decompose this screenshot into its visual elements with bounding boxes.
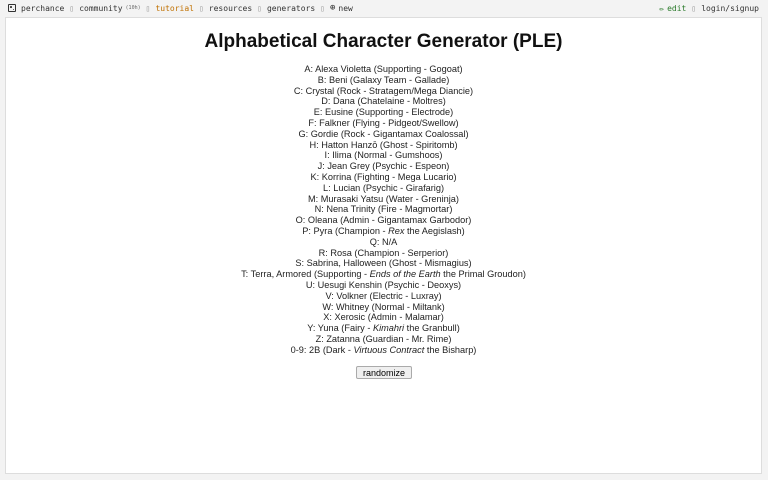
entry-letter: M: bbox=[308, 193, 319, 204]
entry-text: Pyra (Champion - bbox=[313, 225, 389, 236]
nav-separator: ▯ bbox=[691, 3, 697, 13]
entry-letter: F: bbox=[308, 117, 317, 128]
list-item bbox=[6, 64, 761, 75]
generators-link[interactable]: generators bbox=[266, 3, 316, 13]
entry-letter: K: bbox=[310, 171, 320, 182]
list-item bbox=[6, 312, 761, 323]
entry-text: Jean Grey (Psychic - Espeon) bbox=[327, 161, 450, 172]
entry-letter: A: bbox=[304, 64, 314, 74]
list-item bbox=[6, 107, 761, 118]
entry-letter: L: bbox=[322, 182, 331, 193]
logo-text: perchance bbox=[21, 3, 65, 13]
dice-icon bbox=[8, 4, 16, 12]
list-item bbox=[6, 118, 761, 129]
community-link[interactable] bbox=[79, 4, 140, 13]
nav-separator: ▯ bbox=[69, 3, 75, 13]
generator-output-panel bbox=[5, 17, 762, 474]
list-item bbox=[6, 172, 761, 183]
entry-letter: 0-9: bbox=[290, 344, 307, 355]
list-item bbox=[6, 323, 761, 334]
nav-separator: ▯ bbox=[320, 3, 325, 13]
entry-text: Yuna (Fairy - bbox=[317, 323, 373, 334]
randomize-button[interactable]: randomize bbox=[356, 366, 412, 379]
entry-letter: T: bbox=[241, 269, 249, 280]
community-badge: (10h) bbox=[125, 5, 141, 11]
entry-letter: E: bbox=[313, 107, 323, 118]
entry-text: Oleana (Admin - Gigantamax Garbodor) bbox=[307, 215, 472, 226]
entry-text-after: the Granbull) bbox=[404, 323, 460, 334]
character-list bbox=[6, 64, 761, 356]
entry-letter: W: bbox=[322, 301, 334, 312]
logo-link[interactable] bbox=[8, 4, 64, 13]
entry-text-after: the Aegislash) bbox=[404, 225, 465, 236]
list-item bbox=[6, 161, 761, 172]
edit-link[interactable] bbox=[659, 4, 686, 13]
entry-text-after: the Primal Groudon) bbox=[440, 269, 526, 280]
entry-letter: Y: bbox=[307, 323, 316, 334]
new-link[interactable] bbox=[330, 3, 353, 13]
entry-letter: Z: bbox=[315, 333, 324, 344]
entry-text-after: the Bisharp) bbox=[424, 344, 477, 355]
entry-letter: G: bbox=[298, 128, 309, 139]
entry-letter: I: bbox=[324, 150, 330, 161]
entry-text: Korrina (Fighting - Mega Lucario) bbox=[321, 171, 457, 182]
nav-separator: ▯ bbox=[198, 3, 204, 13]
entry-text: Falkner (Flying - Pidgeot/Swellow) bbox=[319, 117, 459, 128]
list-item bbox=[6, 86, 761, 97]
list-item bbox=[6, 248, 761, 259]
entry-text: Volkner (Electric - Luxray) bbox=[336, 290, 442, 301]
entry-text: Whitney (Normal - Miltank) bbox=[335, 301, 445, 312]
entry-letter: X: bbox=[323, 312, 332, 323]
list-item bbox=[6, 215, 761, 226]
list-item bbox=[6, 150, 761, 161]
login-link[interactable]: login/signup bbox=[701, 3, 759, 13]
entry-italic: Rex bbox=[388, 225, 405, 236]
nav-separator: ▯ bbox=[257, 3, 262, 13]
entry-text: Zatanna (Guardian - Mr. Rime) bbox=[326, 333, 452, 344]
list-item bbox=[6, 129, 761, 140]
entry-letter: C: bbox=[293, 85, 304, 96]
entry-text: Uesugi Kenshin (Psychic - Deoxys) bbox=[317, 279, 462, 290]
entry-letter: J: bbox=[317, 161, 325, 172]
new-label: new bbox=[338, 3, 353, 13]
edit-label: edit bbox=[667, 3, 687, 13]
entry-text: Rosa (Champion - Serperior) bbox=[330, 247, 449, 258]
list-item bbox=[6, 140, 761, 151]
entry-text: Hatton Hanzō (Ghost - Spiritomb) bbox=[321, 139, 458, 150]
list-item bbox=[6, 96, 761, 107]
entry-text: 2B (Dark - bbox=[309, 344, 354, 355]
entry-text: Gordie (Rock - Gigantamax Coalossal) bbox=[310, 128, 469, 139]
entry-letter: V: bbox=[325, 290, 334, 301]
list-item bbox=[6, 280, 761, 291]
entry-text: Murasaki Yatsu (Water - Greninja) bbox=[320, 193, 459, 204]
list-item bbox=[6, 183, 761, 194]
list-item bbox=[6, 194, 761, 205]
resources-link[interactable]: resources bbox=[208, 3, 253, 13]
tutorial-link[interactable]: tutorial bbox=[155, 3, 194, 13]
entry-letter: B: bbox=[317, 74, 327, 85]
nav-separator: ▯ bbox=[145, 3, 151, 13]
entry-text: Crystal (Rock - Stratagem/Mega Diancie) bbox=[305, 85, 474, 96]
entry-letter: H: bbox=[309, 139, 319, 150]
entry-letter: U: bbox=[305, 279, 316, 290]
list-item bbox=[6, 269, 761, 280]
list-item bbox=[6, 302, 761, 313]
entry-text: Beni (Galaxy Team - Gallade) bbox=[328, 74, 450, 85]
entry-letter: D: bbox=[321, 96, 331, 107]
entry-text: Alexa Violetta (Supporting - Gogoat) bbox=[315, 64, 463, 74]
entry-text: Nena Trinity (Fire - Magmortar) bbox=[326, 204, 453, 215]
page-title: Alphabetical Character Generator (PLE) bbox=[204, 31, 563, 52]
entry-letter: S: bbox=[295, 258, 305, 269]
entry-text: Ilima (Normal - Gumshoos) bbox=[332, 150, 443, 161]
entry-text: Sabrina, Halloween (Ghost - Mismagius) bbox=[306, 258, 472, 269]
entry-letter: Q: bbox=[369, 236, 380, 247]
entry-letter: O: bbox=[295, 215, 306, 226]
entry-text: Terra, Armored (Supporting - bbox=[250, 269, 370, 280]
top-nav bbox=[0, 0, 768, 16]
entry-text: Xerosic (Admin - Malamar) bbox=[334, 312, 444, 323]
list-item bbox=[6, 237, 761, 248]
entry-letter: N: bbox=[314, 204, 324, 215]
entry-text: Dana (Chatelaine - Moltres) bbox=[332, 96, 446, 107]
pencil-icon: ✏ bbox=[659, 3, 665, 13]
entry-letter: R: bbox=[318, 247, 328, 258]
list-item bbox=[6, 226, 761, 237]
entry-italic: Virtuous Contract bbox=[353, 344, 425, 355]
entry-text: Lucian (Psychic - Girafarig) bbox=[333, 182, 445, 193]
plus-circle-icon: ⊕ bbox=[329, 3, 336, 13]
list-item bbox=[6, 291, 761, 302]
list-item bbox=[6, 204, 761, 215]
list-item bbox=[6, 75, 761, 86]
list-item bbox=[6, 334, 761, 345]
entry-text: N/A bbox=[381, 236, 398, 247]
entry-italic: Kimahri bbox=[372, 323, 405, 334]
community-label: community bbox=[79, 3, 123, 13]
entry-text: Eusine (Supporting - Electrode) bbox=[325, 107, 454, 118]
entry-italic: Ends of the Earth bbox=[369, 269, 441, 280]
entry-letter: P: bbox=[302, 225, 311, 236]
list-item bbox=[6, 258, 761, 269]
list-item bbox=[6, 345, 761, 356]
